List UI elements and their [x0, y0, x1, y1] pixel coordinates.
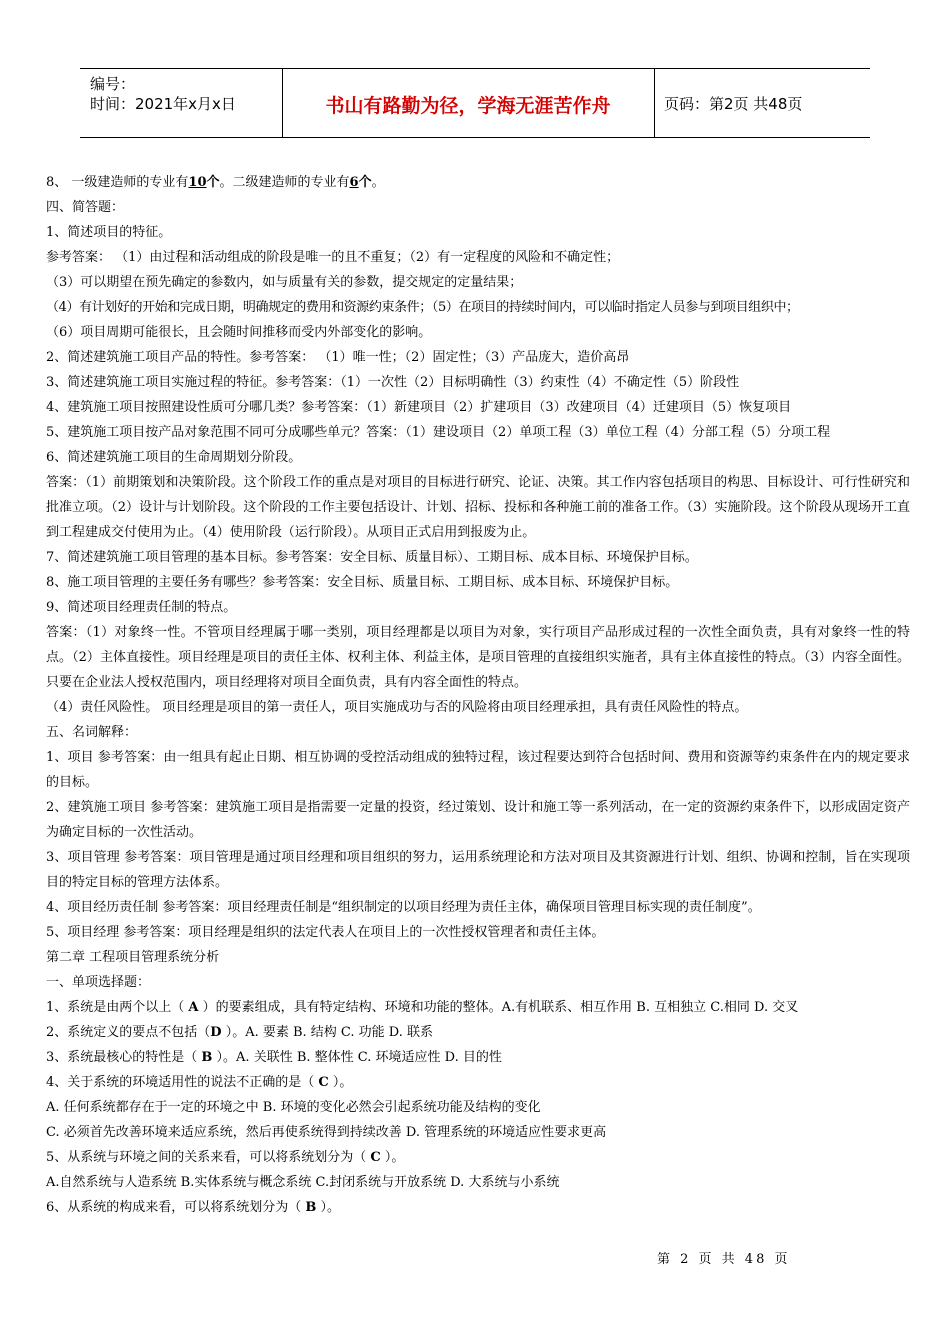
- page-header: [80, 68, 870, 138]
- question: 1、简述项目的特征。: [46, 225, 172, 240]
- text: 。二级建造师的专业有: [219, 175, 350, 190]
- choice-question: [46, 1020, 910, 1045]
- answer-text: 6: [349, 175, 359, 190]
- text: 2、系统定义的要点不包括（: [46, 1025, 211, 1040]
- term: 4、项目经历责任制 参考答案：项目经理责任制是“组织制定的以项目经理为责任主体，确保项目管理目标实现的责任制度”。: [46, 900, 761, 915]
- header-meta: [80, 69, 283, 137]
- time-label: 时间：2021年x月x日: [90, 95, 236, 113]
- answer-text: 个: [358, 175, 372, 190]
- choice-question: [46, 1045, 910, 1070]
- choice-question: [46, 1145, 910, 1170]
- document-body: [46, 170, 910, 1220]
- answer-letter: C: [318, 1075, 329, 1090]
- text: ）。A. 关联性 B. 整体性 C. 环境适应性 D. 目的性: [212, 1050, 502, 1065]
- text: ）。: [328, 1075, 353, 1090]
- answer: （3）可以期望在预先确定的参数内，如与质量有关的参数，提交规定的定量结果；: [46, 275, 523, 290]
- term: 1、项目 参考答案：由一组具有起止日期、相互协调的受控活动组成的独特过程，该过程要达到符合包括时间、费用和资源等约束条件在内的规定要求的目标。: [46, 750, 910, 790]
- text: 8、 一级建造师的专业有: [46, 175, 189, 190]
- answer-letter: B: [201, 1050, 213, 1065]
- answer: （4）责任风险性。 项目经理是项目的第一责任人，项目实施成功与否的风险将由项目经理承担，具有责任风险性的特点。: [46, 700, 748, 715]
- header-page-cell: [654, 69, 870, 137]
- answer-letter: D: [210, 1025, 222, 1040]
- text: ）。: [316, 1200, 341, 1215]
- text: 5、从系统与环境之间的关系来看，可以将系统划分为（: [46, 1150, 371, 1165]
- question: 4、建筑施工项目按照建设性质可分哪几类？参考答案：（1）新建项目（2）扩建项目（3）改建项目（4）迁建项目（5）恢复项目: [46, 400, 792, 415]
- text: 6、从系统的构成来看，可以将系统划分为（: [46, 1200, 306, 1215]
- term: 2、建筑施工项目 参考答案：建筑施工项目是指需要一定量的投资，经过策划、设计和施工等一系列活动，在一定的资源约束条件下，以形成固定资产为确定目标的一次性活动。: [46, 800, 910, 840]
- paragraph: [46, 170, 910, 195]
- term: 5、项目经理 参考答案：项目经理是组织的法定代表人在项目上的一次性授权管理者和责任主体。: [46, 925, 605, 940]
- chapter-heading: 第二章 工程项目管理系统分析: [46, 950, 220, 965]
- text: ）。: [380, 1150, 405, 1165]
- answer-text: 10: [188, 175, 207, 190]
- term: 3、项目管理 参考答案：项目管理是通过项目经理和项目组织的努力，运用系统理论和方法对项目及其资源进行计划、组织、协调和控制，旨在实现项目的特定目标的管理方法体系。: [46, 850, 910, 890]
- section-heading: 一、单项选择题：: [46, 975, 151, 990]
- question: 8、施工项目管理的主要任务有哪些？参考答案：安全目标、质量目标、工期目标、成本目标、环境保护目标。: [46, 575, 679, 590]
- page-footer: 第 2 页 共 48 页: [657, 1252, 791, 1267]
- choice-options: A. 任何系统都存在于一定的环境之中 B. 环境的变化必然会引起系统功能及结构的变化: [46, 1100, 541, 1115]
- section-heading: 四、简答题：: [46, 200, 125, 215]
- answer-letter: B: [305, 1200, 317, 1215]
- answer-text: 个: [206, 175, 220, 190]
- choice-options: A.自然系统与人造系统 B.实体系统与概念系统 C.封闭系统与开放系统 D. 大系统与小系统: [46, 1175, 560, 1190]
- text: 4、关于系统的环境适用性的说法不正确的是（: [46, 1075, 319, 1090]
- text: 3、系统最核心的特性是（: [46, 1050, 202, 1065]
- answer: （6）项目周期可能很长，且会随时间推移而受内外部变化的影响。: [46, 325, 432, 340]
- motto: 书山有路勤为径，学海无涯苦作舟: [325, 95, 611, 117]
- answer-letter: A: [188, 1000, 199, 1015]
- choice-question: [46, 1070, 910, 1095]
- answer-letter: C: [370, 1150, 381, 1165]
- answer: 参考答案： （1）由过程和活动组成的阶段是唯一的且不重复；（2）有一定程度的风险和不确定性；: [46, 250, 620, 265]
- text: 1、系统是由两个以上（: [46, 1000, 189, 1015]
- choice-options: C. 必须首先改善环境来适应系统，然后再使系统得到持续改善 D. 管理系统的环境适应性要求更高: [46, 1125, 607, 1140]
- number-label: 编号：: [90, 75, 136, 93]
- text: ）。A. 要素 B. 结构 C. 功能 D. 联系: [221, 1025, 434, 1040]
- question: 7、简述建筑施工项目管理的基本目标。参考答案：安全目标、质量目标）、工期目标、成本目标、环境保护目标。: [46, 550, 698, 565]
- answer: 答案：（1）前期策划和决策阶段。这个阶段工作的重点是对项目的目标进行研究、论证、决策。其工作内容包括项目的构思、目标设计、可行性研究和批准立项。（2）设计与计划阶段。这个阶段的工作主要包括设计、计划、招标、投标和各种施工前的准备工作。（3）实施阶段。这个阶段从现场开工直到工程建成交付使用为止。（4）使用阶段（运行阶段）。从项目正式启用到报废为止。: [46, 475, 910, 540]
- header-motto-cell: [282, 69, 655, 137]
- question: 2、简述建筑施工项目产品的特性。参考答案： （1）唯一性；（2）固定性；（3）产品庞大，造价高昂: [46, 350, 630, 365]
- choice-question: [46, 995, 910, 1020]
- answer: 答案：（1）对象终一性。不管项目经理属于哪一类别，项目经理都是以项目为对象，实行项目产品形成过程的一次性全面负责，具有对象终一性的特点。（2）主体直接性。项目经理是项目的责任主体、权利主体、利益主体，是项目管理的直接组织实施者，具有主体直接性的特点。（3）内容全面性。只要在企业法人授权范围内，项目经理将对项目全面负责，具有内容全面性的特点。: [46, 625, 910, 690]
- section-heading: 五、名词解释：: [46, 725, 138, 740]
- question: 9、简述项目经理责任制的特点。: [46, 600, 237, 615]
- choice-question: [46, 1195, 910, 1220]
- question: 5、建筑施工项目按产品对象范围不同可分成哪些单元？答案：（1）建设项目（2）单项工程（3）单位工程（4）分部工程（5）分项工程: [46, 425, 831, 440]
- question: 6、简述建筑施工项目的生命周期划分阶段。: [46, 450, 302, 465]
- text: 。: [371, 175, 385, 190]
- answer: （4）有计划好的开始和完成日期，明确规定的费用和资源约束条件；（5）在项目的持续时间内，可以临时指定人员参与到项目组织中；: [46, 300, 799, 315]
- page-info: 页码：第2页 共48页: [664, 95, 803, 113]
- text: ）的要素组成，具有特定结构、环境和功能的整体。A.有机联系、相互作用 B. 互相独立 C.相同 D. 交叉: [198, 1000, 799, 1015]
- question: 3、简述建筑施工项目实施过程的特征。参考答案：（1）一次性（2）目标明确性（3）约束性（4）不确定性（5）阶段性: [46, 375, 740, 390]
